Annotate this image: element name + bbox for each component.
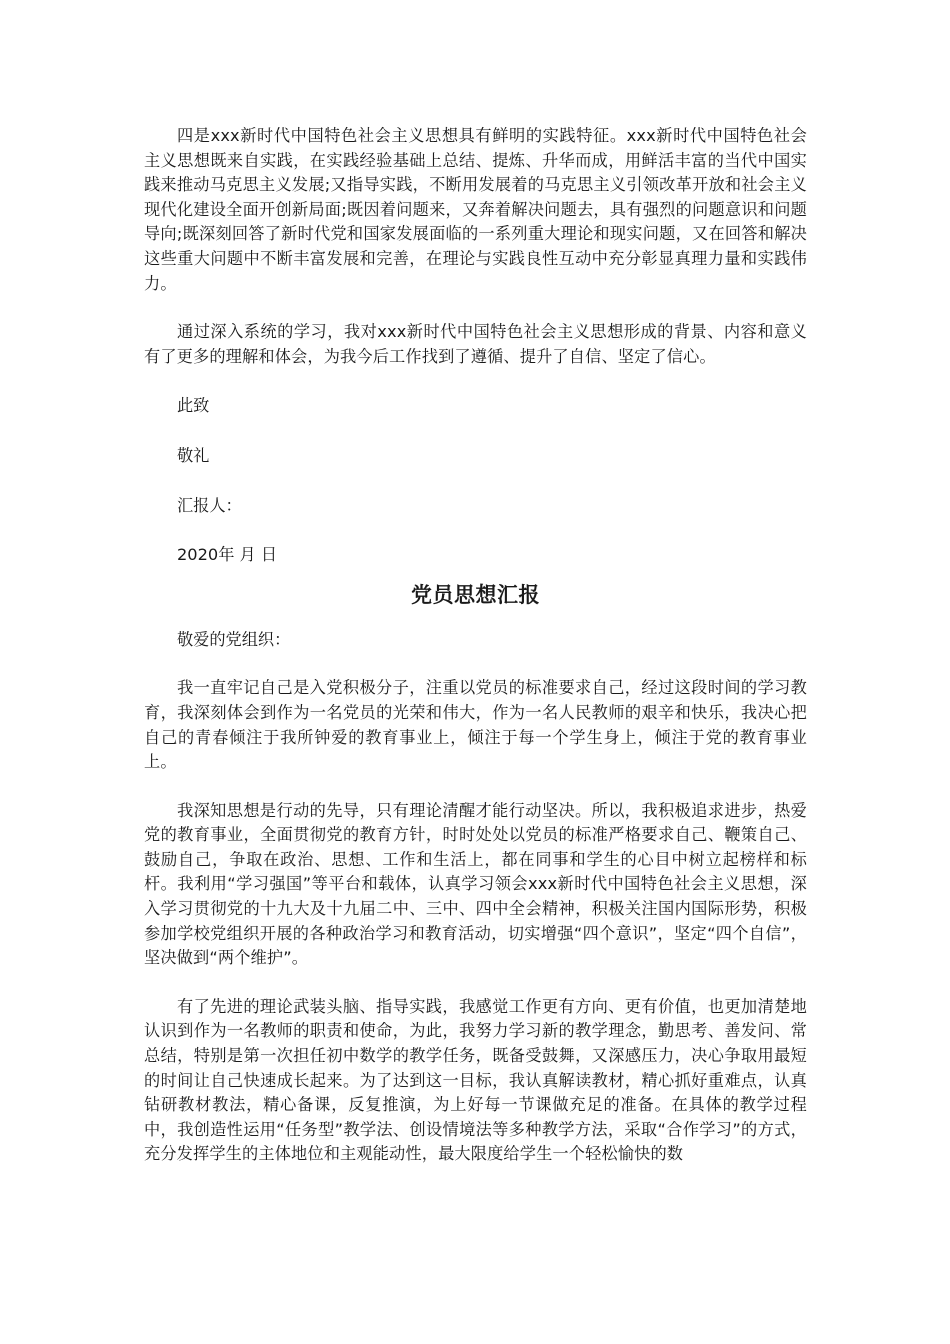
paragraph-conclusion: 通过深入系统的学习，我对xxx新时代中国特色社会主义思想形成的背景、内容和意义有了更多的理解和体会，为我今后工作找到了遵循、提升了自信、坚定了信心。 [144, 322, 807, 366]
paragraph-commitment: 我一直牢记自己是入党积极分子，注重以党员的标准要求自己，经过这段时间的学习教育，我深刻体会到作为一名党员的光荣和伟大，作为一名人民教师的艰辛和快乐，我决心把自己的青春倾注于我所钟爱的教育事业上，倾注于每一个学生身上，倾注于党的教育事业上。 [144, 678, 807, 772]
closing-line-1: 此致 [177, 396, 210, 416]
closing-line-2: 敬礼 [177, 445, 210, 465]
salutation: 敬爱的党组织： [177, 629, 291, 649]
paragraph-theory-study: 我深知思想是行动的先导，只有理论清醒才能行动坚决。所以，我积极追求进步，热爱党的教育事业，全面贯彻党的教育方针，时时处处以党员的标准严格要求自己、鞭策自己、鼓励自己，争取在政治、思想、工作和生活上，都在同事和学生的心目中树立起榜样和标杆。我利用“学习强国”等平台和载体，认真学习领会xxx新时代中国特色社会主义思想，深入学习贯彻党的十九大及十九届二中、三中、四中全会精神，积极关注国内国际形势，积极参加学校党组织开展的各种政治学习和教育活动，切实增强“四个意识”，坚定“四个自信”，坚决做到“两个维护”。 [144, 800, 807, 968]
paragraph-teaching-practice: 有了先进的理论武装头脑、指导实践，我感觉工作更有方向、更有价值，也更加清楚地认识到作为一名教师的职责和使命，为此，我努力学习新的教学理念，勤思考、善发问、常总结，特别是第一次担任初中数学的教学任务，既备受鼓舞，又深感压力，决心争取用最短的时间让自己快速成长起来。为了达到这一目标，我认真解读教材，精心抓好重难点，认真钻研教材教法，精心备课，反复推演，为上好每一节课做充足的准备。在具体的教学过程中，我创造性运用“任务型”教学法、创设情境法等多种教学方法，采取“合作学习”的方式，充分发挥学生的主体地位和主观能动性，最大限度给学生一个轻松愉快的数 [144, 996, 807, 1164]
document-title: 党员思想汇报 [411, 582, 540, 607]
reporter-line: 汇报人： [177, 495, 242, 515]
paragraph-practice-feature: 四是xxx新时代中国特色社会主义思想具有鲜明的实践特征。xxx新时代中国特色社会主义思想既来自实践，在实践经验基础上总结、提炼、升华而成，用鲜活丰富的当代中国实践来推动马克思主义发展;又指导实践，不断用发展着的马克思主义引领改革开放和社会主义现代化建设全面开创新局面;既因着问题来，又奔着解决问题去，具有强烈的问题意识和问题导向;既深刻回答了新时代党和国家发展面临的一系列重大理论和现实问题，又在回答和解决这些重大问题中不断丰富发展和完善，在理论与实践良性互动中充分彰显真理力量和实践伟力。 [144, 126, 807, 293]
document-page [144, 124, 807, 1167]
date-line: 2020年 月 日 [177, 545, 278, 565]
